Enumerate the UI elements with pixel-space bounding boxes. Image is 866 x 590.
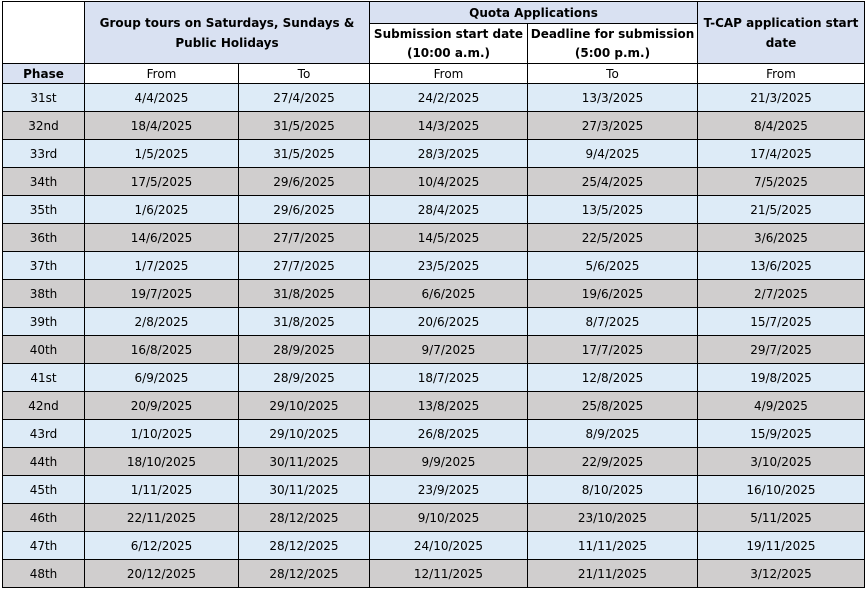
tour-from-cell: 17/5/2025 [85, 168, 239, 196]
col-label-deadline-to: To [528, 64, 698, 84]
tour-from-cell: 1/6/2025 [85, 196, 239, 224]
tour-from-cell: 16/8/2025 [85, 336, 239, 364]
submission-start-cell: 28/3/2025 [370, 140, 528, 168]
table-row [3, 392, 865, 420]
submission-start-cell: 12/11/2025 [370, 560, 528, 588]
table-row [3, 532, 865, 560]
table-row [3, 448, 865, 476]
tour-from-cell: 1/11/2025 [85, 476, 239, 504]
col-label-submission-from: From [370, 64, 528, 84]
phase-cell: 47th [3, 532, 85, 560]
tour-to-cell: 31/8/2025 [239, 280, 370, 308]
deadline-cell: 8/10/2025 [528, 476, 698, 504]
submission-start-cell: 9/9/2025 [370, 448, 528, 476]
table-row [3, 196, 865, 224]
tcap-start-cell: 3/6/2025 [698, 224, 865, 252]
tour-to-cell: 27/4/2025 [239, 84, 370, 112]
deadline-cell: 8/7/2025 [528, 308, 698, 336]
tcap-start-cell: 3/12/2025 [698, 560, 865, 588]
submission-start-cell: 24/2/2025 [370, 84, 528, 112]
phase-cell: 33rd [3, 140, 85, 168]
deadline-cell: 22/5/2025 [528, 224, 698, 252]
tcap-start-cell: 5/11/2025 [698, 504, 865, 532]
deadline-cell: 11/11/2025 [528, 532, 698, 560]
tour-from-cell: 22/11/2025 [85, 504, 239, 532]
tcap-start-cell: 21/3/2025 [698, 84, 865, 112]
tcap-start-cell: 13/6/2025 [698, 252, 865, 280]
submission-start-cell: 14/5/2025 [370, 224, 528, 252]
tour-to-cell: 27/7/2025 [239, 224, 370, 252]
tour-from-cell: 18/4/2025 [85, 112, 239, 140]
phase-cell: 42nd [3, 392, 85, 420]
submission-start-cell: 14/3/2025 [370, 112, 528, 140]
submission-start-cell: 6/6/2025 [370, 280, 528, 308]
tour-from-cell: 6/9/2025 [85, 364, 239, 392]
tour-from-cell: 1/5/2025 [85, 140, 239, 168]
phase-cell: 46th [3, 504, 85, 532]
table-row [3, 280, 865, 308]
phase-cell: 35th [3, 196, 85, 224]
deadline-cell: 17/7/2025 [528, 336, 698, 364]
phase-cell: 40th [3, 336, 85, 364]
tour-from-cell: 20/12/2025 [85, 560, 239, 588]
tour-from-cell: 18/10/2025 [85, 448, 239, 476]
submission-start-cell: 13/8/2025 [370, 392, 528, 420]
phase-cell: 38th [3, 280, 85, 308]
tcap-start-header: T-CAP application start date [698, 2, 865, 64]
tour-to-cell: 31/5/2025 [239, 140, 370, 168]
col-label-tcap-from: From [698, 64, 865, 84]
submission-start-cell: 24/10/2025 [370, 532, 528, 560]
tour-from-cell: 4/4/2025 [85, 84, 239, 112]
tour-from-cell: 1/10/2025 [85, 420, 239, 448]
table-row [3, 336, 865, 364]
tour-schedule-table [2, 1, 865, 588]
tcap-start-cell: 15/9/2025 [698, 420, 865, 448]
quota-applications-header: Quota Applications [370, 2, 698, 24]
deadline-cell: 5/6/2025 [528, 252, 698, 280]
group-tours-header: Group tours on Saturdays, Sundays & Public Holidays [85, 2, 370, 64]
table-row [3, 84, 865, 112]
table-row [3, 112, 865, 140]
submission-start-cell: 23/9/2025 [370, 476, 528, 504]
tour-to-cell: 29/6/2025 [239, 168, 370, 196]
tour-to-cell: 28/12/2025 [239, 504, 370, 532]
submission-start-cell: 23/5/2025 [370, 252, 528, 280]
tour-from-cell: 19/7/2025 [85, 280, 239, 308]
table-row [3, 168, 865, 196]
tour-to-cell: 29/10/2025 [239, 420, 370, 448]
col-label-tour-from: From [85, 64, 239, 84]
table-row [3, 224, 865, 252]
tcap-start-cell: 15/7/2025 [698, 308, 865, 336]
table-row [3, 308, 865, 336]
submission-start-cell: 20/6/2025 [370, 308, 528, 336]
submission-start-cell: 9/10/2025 [370, 504, 528, 532]
deadline-cell: 22/9/2025 [528, 448, 698, 476]
submission-start-cell: 26/8/2025 [370, 420, 528, 448]
table-row [3, 252, 865, 280]
col-label-tour-to: To [239, 64, 370, 84]
tour-to-cell: 27/7/2025 [239, 252, 370, 280]
tour-to-cell: 31/5/2025 [239, 112, 370, 140]
deadline-cell: 12/8/2025 [528, 364, 698, 392]
tcap-start-cell: 19/8/2025 [698, 364, 865, 392]
phase-cell: 34th [3, 168, 85, 196]
phase-cell: 31st [3, 84, 85, 112]
tcap-start-cell: 8/4/2025 [698, 112, 865, 140]
table-row [3, 420, 865, 448]
tour-from-cell: 20/9/2025 [85, 392, 239, 420]
phase-cell: 43rd [3, 420, 85, 448]
phase-header: Phase [3, 64, 85, 84]
deadline-cell: 19/6/2025 [528, 280, 698, 308]
tcap-start-cell: 3/10/2025 [698, 448, 865, 476]
tcap-start-cell: 16/10/2025 [698, 476, 865, 504]
tour-to-cell: 28/12/2025 [239, 532, 370, 560]
tour-to-cell: 28/12/2025 [239, 560, 370, 588]
table-body [3, 84, 865, 588]
corner-cell [3, 2, 85, 64]
tcap-start-cell: 2/7/2025 [698, 280, 865, 308]
tcap-start-cell: 29/7/2025 [698, 336, 865, 364]
tour-to-cell: 30/11/2025 [239, 476, 370, 504]
phase-cell: 36th [3, 224, 85, 252]
phase-cell: 48th [3, 560, 85, 588]
table-row [3, 560, 865, 588]
phase-cell: 44th [3, 448, 85, 476]
tour-to-cell: 29/6/2025 [239, 196, 370, 224]
phase-cell: 32nd [3, 112, 85, 140]
table-row [3, 364, 865, 392]
tcap-start-cell: 7/5/2025 [698, 168, 865, 196]
phase-cell: 37th [3, 252, 85, 280]
submission-start-cell: 28/4/2025 [370, 196, 528, 224]
deadline-cell: 8/9/2025 [528, 420, 698, 448]
submission-start-header: Submission start date (10:00 a.m.) [370, 24, 528, 64]
deadline-cell: 13/3/2025 [528, 84, 698, 112]
deadline-cell: 9/4/2025 [528, 140, 698, 168]
tcap-start-cell: 4/9/2025 [698, 392, 865, 420]
table-row [3, 504, 865, 532]
deadline-cell: 21/11/2025 [528, 560, 698, 588]
phase-cell: 41st [3, 364, 85, 392]
submission-start-cell: 18/7/2025 [370, 364, 528, 392]
deadline-cell: 25/8/2025 [528, 392, 698, 420]
tour-from-cell: 1/7/2025 [85, 252, 239, 280]
deadline-cell: 27/3/2025 [528, 112, 698, 140]
table-row [3, 476, 865, 504]
tour-to-cell: 29/10/2025 [239, 392, 370, 420]
tcap-start-cell: 17/4/2025 [698, 140, 865, 168]
deadline-header: Deadline for submission (5:00 p.m.) [528, 24, 698, 64]
tour-from-cell: 14/6/2025 [85, 224, 239, 252]
phase-cell: 45th [3, 476, 85, 504]
table-row [3, 140, 865, 168]
tour-from-cell: 6/12/2025 [85, 532, 239, 560]
tcap-start-cell: 21/5/2025 [698, 196, 865, 224]
submission-start-cell: 10/4/2025 [370, 168, 528, 196]
tour-to-cell: 31/8/2025 [239, 308, 370, 336]
tour-to-cell: 28/9/2025 [239, 364, 370, 392]
phase-cell: 39th [3, 308, 85, 336]
deadline-cell: 25/4/2025 [528, 168, 698, 196]
tour-to-cell: 28/9/2025 [239, 336, 370, 364]
tcap-start-cell: 19/11/2025 [698, 532, 865, 560]
submission-start-cell: 9/7/2025 [370, 336, 528, 364]
tour-from-cell: 2/8/2025 [85, 308, 239, 336]
deadline-cell: 13/5/2025 [528, 196, 698, 224]
deadline-cell: 23/10/2025 [528, 504, 698, 532]
tour-to-cell: 30/11/2025 [239, 448, 370, 476]
